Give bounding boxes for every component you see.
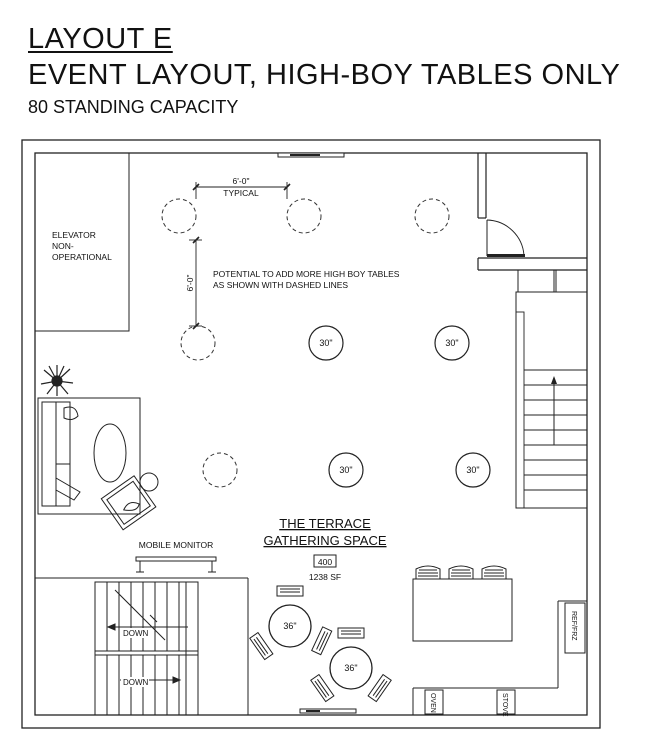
layout-name: LAYOUT E — [28, 23, 173, 55]
dashed-table-5 — [203, 453, 237, 487]
dashed-table-4 — [181, 326, 215, 360]
kitchen-island — [413, 566, 512, 641]
elevator-label-3: OPERATIONAL — [52, 252, 112, 262]
dashed-table-1 — [162, 199, 196, 233]
bottom-staircase — [35, 578, 248, 715]
top-window — [278, 153, 344, 157]
small-room-a — [518, 270, 554, 292]
small-room-b — [556, 270, 587, 292]
table-36-1-label: 36" — [283, 621, 297, 631]
table-30-1 — [309, 326, 343, 360]
lounge-area — [38, 398, 158, 530]
table-30-3 — [329, 453, 363, 487]
right-staircase — [516, 292, 587, 508]
elevator-shaft — [35, 153, 129, 331]
oven-label: OVEN — [429, 693, 436, 713]
capacity-label: 80 STANDING CAPACITY — [28, 97, 239, 117]
page-title: EVENT LAYOUT, HIGH-BOY TABLES ONLY — [28, 59, 621, 91]
table-36-2-label: 36" — [344, 663, 358, 673]
table-30-4-label: 30" — [466, 465, 480, 475]
mobile-monitor — [136, 557, 216, 572]
note-line-1: POTENTIAL TO ADD MORE HIGH BOY TABLES — [213, 269, 400, 279]
outer-wall — [22, 140, 600, 728]
stove-label: STOVE — [501, 693, 508, 717]
room-name-line-1: THE TERRACE — [279, 516, 371, 531]
table-30-2-label: 30" — [445, 338, 459, 348]
room-area: 1238 SF — [308, 572, 342, 582]
room-number: 400 — [317, 557, 333, 567]
note-line-2: AS SHOWN WITH DASHED LINES — [213, 280, 349, 290]
table-30-3-label: 30" — [339, 465, 353, 475]
table-30-2 — [435, 326, 469, 360]
dim-horizontal-note: TYPICAL — [223, 188, 259, 198]
elevator-label-1: ELEVATOR — [52, 230, 96, 240]
stair-down-label-2: DOWN — [123, 678, 149, 687]
bottom-window — [300, 709, 356, 713]
elevator-label-2: NON- — [52, 241, 74, 251]
plant-icon — [41, 365, 73, 396]
mobile-monitor-label: MOBILE MONITOR — [138, 540, 214, 550]
kitchen-counter — [413, 601, 587, 715]
table-30-4 — [456, 453, 490, 487]
entry-door — [478, 153, 587, 270]
stair-down-label-1: DOWN — [123, 629, 149, 638]
ref-label: REF/FRZ — [570, 611, 577, 641]
dim-vertical-label: 6'-0" — [185, 274, 195, 292]
dim-horizontal-label: 6'-0" — [232, 176, 250, 186]
dashed-table-3 — [415, 199, 449, 233]
table-30-1-label: 30" — [319, 338, 333, 348]
dashed-table-2 — [287, 199, 321, 233]
room-name-line-2: GATHERING SPACE — [263, 533, 387, 548]
